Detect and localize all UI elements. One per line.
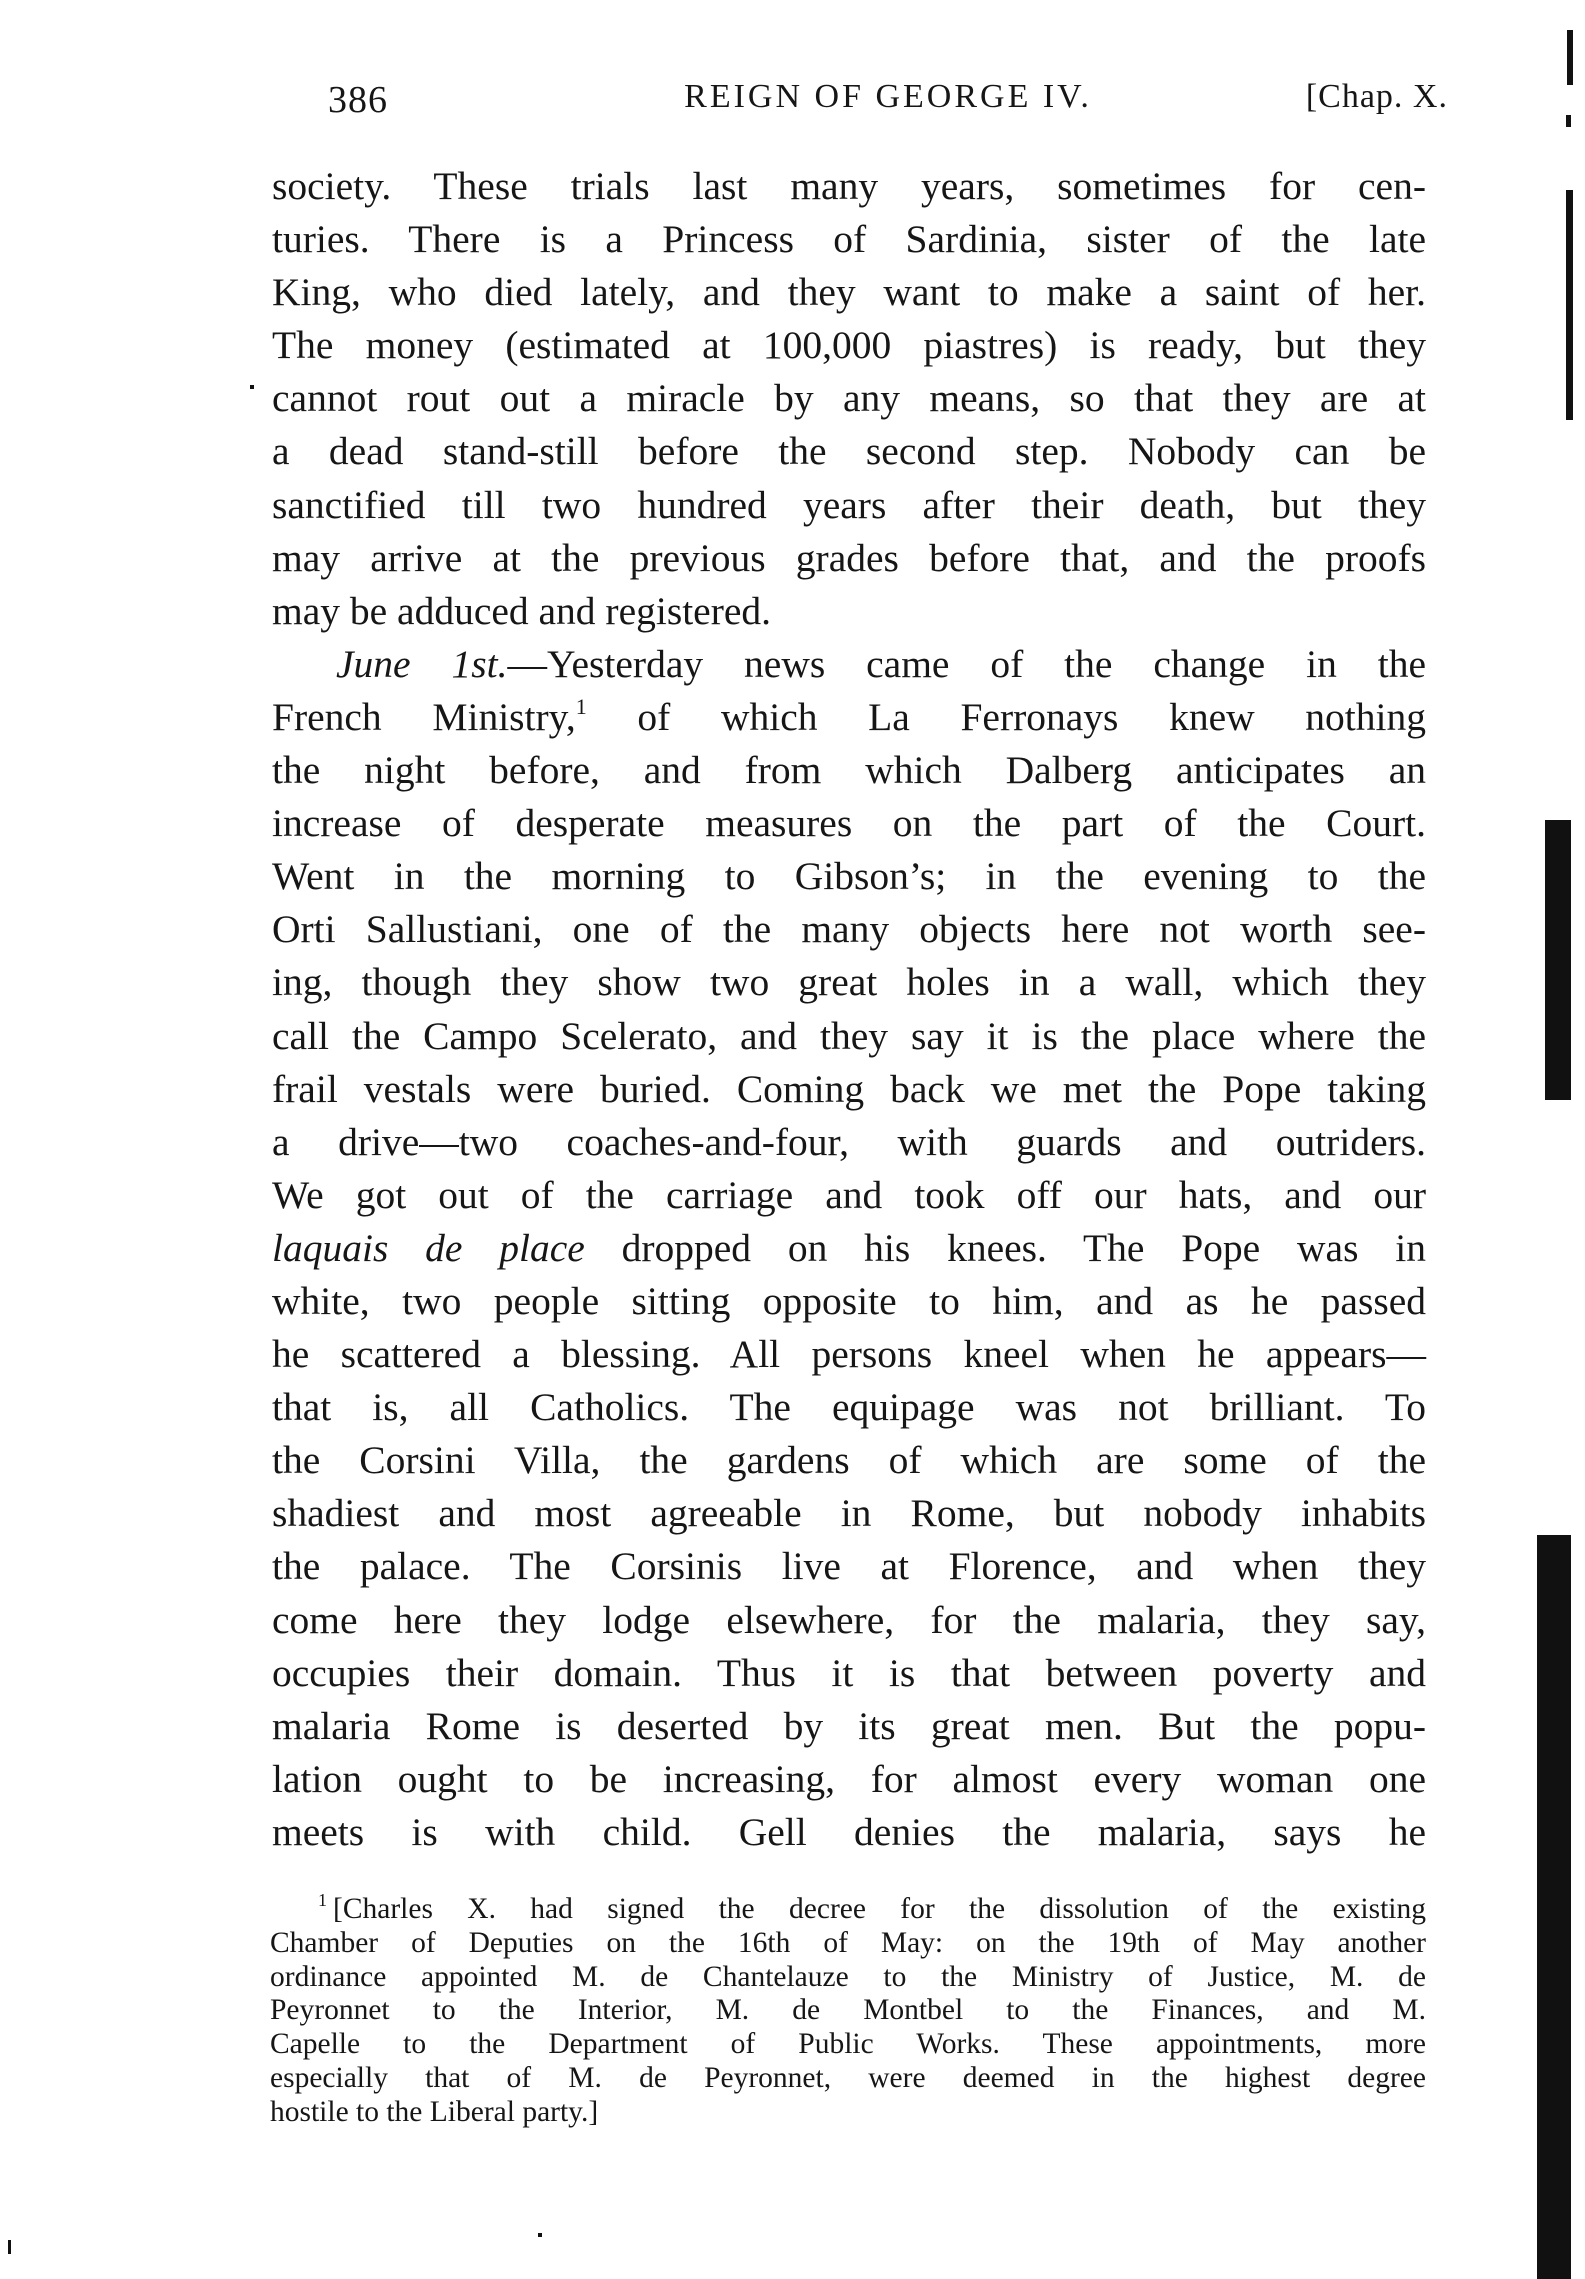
text-line: call the Campo Scelerato, and they say it is the place where the bbox=[272, 1013, 1426, 1058]
scan-edge-mark bbox=[1566, 115, 1571, 127]
text-line: ing, though they show two great holes in a wall, which they bbox=[272, 960, 1426, 1005]
text-line: frail vestals were buried. Coming back we met the Pope taking bbox=[272, 1066, 1426, 1111]
text-line: come here they lodge elsewhere, for the malaria, they say, bbox=[272, 1597, 1426, 1642]
text-line: malaria Rome is deserted by its great men. But the popu- bbox=[272, 1703, 1426, 1748]
scan-edge-mark bbox=[538, 2233, 542, 2237]
entry-date: June 1st. bbox=[336, 641, 508, 686]
footnote-marker: 1 bbox=[318, 1890, 327, 1910]
footnote-line bbox=[270, 1890, 1426, 1927]
footnote-line: Peyronnet to the Interior, M. de Montbel to the Finances, and M. bbox=[270, 1994, 1426, 2027]
text-line: King, who died lately, and they want to make a saint of her. bbox=[272, 270, 1426, 315]
body-text bbox=[272, 160, 1426, 1859]
text-line: the Corsini Villa, the gardens of which are some of the bbox=[272, 1438, 1426, 1483]
footnote-line: Chamber of Deputies on the 16th of May: on the 19th of May another bbox=[270, 1926, 1426, 1959]
running-title: REIGN OF GEORGE IV. bbox=[684, 78, 1092, 115]
line-text: French Ministry, bbox=[272, 694, 576, 739]
text-line: lation ought to be increasing, for almost every woman one bbox=[272, 1756, 1426, 1801]
text-line: meets is with child. Gell denies the malaria, says he bbox=[272, 1809, 1426, 1854]
line-text: dropped on his knees. The Pope was in bbox=[584, 1225, 1426, 1270]
text-line: the night before, and from which Dalberg anticipates an bbox=[272, 748, 1426, 793]
line-text: [Charles X. had signed the decree for the dissolution of the existing bbox=[333, 1893, 1426, 1925]
footnote-line: hostile to the Liberal party.] bbox=[270, 2095, 599, 2128]
line-text: —Yesterday news came of the change in the bbox=[507, 641, 1426, 686]
line-text: of which La Ferronays knew nothing bbox=[586, 694, 1426, 739]
text-line: Went in the morning to Gibson’s; in the evening to the bbox=[272, 854, 1426, 899]
italic-phrase: laquais de place bbox=[272, 1225, 585, 1270]
paragraph-continued bbox=[272, 160, 1426, 638]
text-line: society. These trials last many years, sometimes for cen- bbox=[272, 164, 1426, 208]
text-line: occupies their domain. Thus it is that between poverty and bbox=[272, 1650, 1426, 1695]
scan-edge-mark bbox=[1545, 820, 1571, 1100]
text-line: shadiest and most agreeable in Rome, but nobody inhabits bbox=[272, 1491, 1426, 1536]
text-line: that is, all Catholics. The equipage was not brilliant. To bbox=[272, 1385, 1426, 1430]
text-line: white, two people sitting opposite to him, and as he passed bbox=[272, 1278, 1426, 1323]
text-line: the palace. The Corsinis live at Florence, and when they bbox=[272, 1544, 1426, 1589]
text-line: Orti Sallustiani, one of the many objects here not worth see- bbox=[272, 907, 1426, 952]
text-line: The money (estimated at 100,000 piastres) is ready, but they bbox=[272, 323, 1426, 368]
scan-edge-mark bbox=[1566, 190, 1573, 420]
chapter-reference: [Chap. X. bbox=[1305, 78, 1448, 115]
scan-edge-mark bbox=[1537, 1535, 1571, 2279]
text-line bbox=[272, 1222, 1426, 1275]
scan-edge-mark bbox=[8, 2240, 11, 2254]
text-line: a dead stand-still before the second step. Nobody can be bbox=[272, 429, 1426, 474]
text-line: may be adduced and registered. bbox=[272, 588, 772, 633]
text-line bbox=[272, 691, 1426, 744]
text-line: a drive—two coaches-and-four, with guards and outriders. bbox=[272, 1119, 1426, 1164]
text-line: may arrive at the previous grades before that, and the proofs bbox=[272, 535, 1426, 580]
text-line: increase of desperate measures on the part of the Court. bbox=[272, 801, 1426, 846]
footnote-reference: 1 bbox=[575, 693, 587, 719]
text-line: sanctified till two hundred years after their death, but they bbox=[272, 482, 1426, 527]
text-line: turies. There is a Princess of Sardinia, sister of the late bbox=[272, 217, 1426, 262]
page-number: 386 bbox=[328, 79, 388, 121]
footnote-line: Capelle to the Department of Public Works. These appointments, more bbox=[270, 2028, 1426, 2061]
footnote-line: ordinance appointed M. de Chantelauze to the Ministry of Justice, M. de bbox=[270, 1960, 1426, 1993]
text-line: he scattered a blessing. All persons kneel when he appears— bbox=[272, 1332, 1426, 1377]
text-line bbox=[272, 638, 1426, 691]
text-line: We got out of the carriage and took off our hats, and our bbox=[272, 1172, 1426, 1217]
paragraph-june-1st bbox=[272, 638, 1426, 1859]
text-line: cannot rout out a miracle by any means, so that they are at bbox=[272, 376, 1426, 421]
running-head bbox=[328, 78, 1448, 128]
scan-edge-mark bbox=[1567, 30, 1573, 85]
footnote-line: especially that of M. de Peyronnet, were deemed in the highest degree bbox=[270, 2061, 1426, 2094]
scan-edge-mark bbox=[250, 385, 254, 389]
footnote bbox=[270, 1890, 1426, 2130]
